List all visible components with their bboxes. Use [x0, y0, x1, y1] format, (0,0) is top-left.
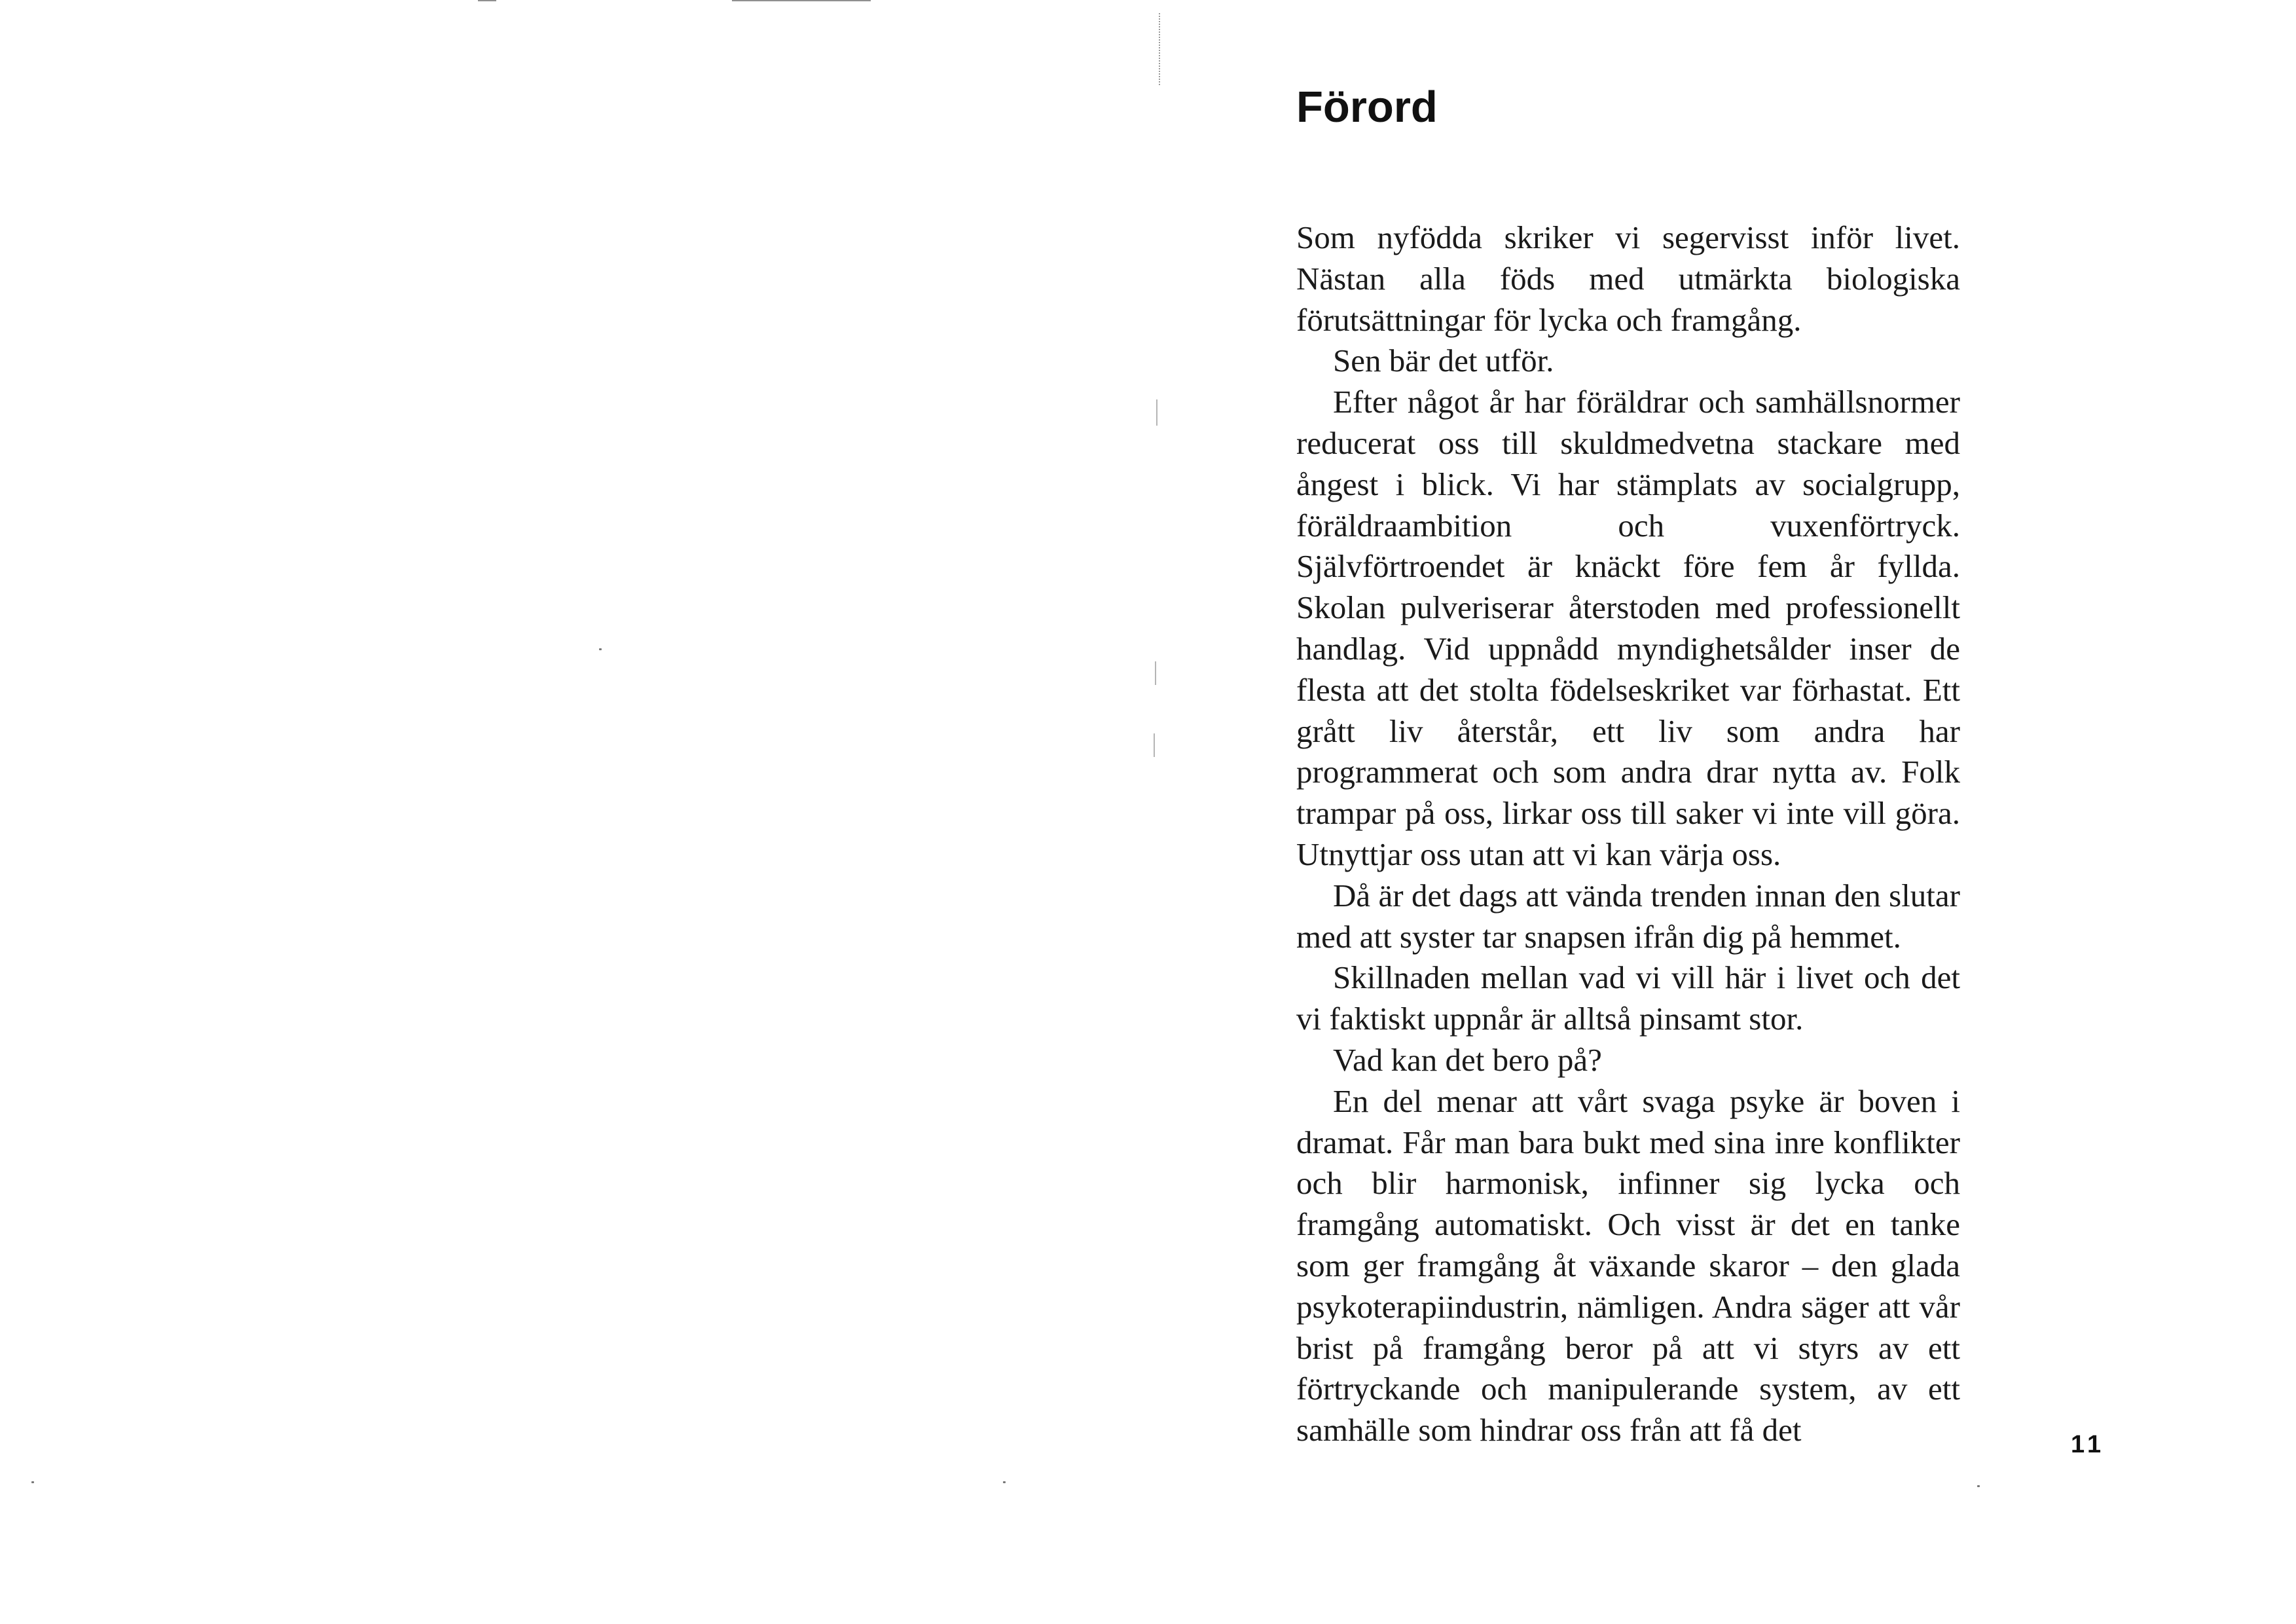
paragraph: Som nyfödda skriker vi segervisst inför livet. Nästan alla föds med utmärkta biologiska förutsättningar för lycka och framgång. [1296, 219, 1960, 338]
paragraph: Vad kan det bero på? [1333, 1041, 1602, 1078]
scan-speck [1003, 1481, 1006, 1483]
scan-artifact-line [478, 0, 496, 1]
gutter-mark [1154, 733, 1155, 757]
body-text [1296, 217, 1960, 1451]
chapter-title: Förord [1296, 83, 1438, 132]
scan-artifact-line [732, 0, 871, 1]
paragraph: Sen bär det utför. [1333, 342, 1554, 379]
paragraph: Efter något år har föräldrar och samhällsnormer reducerat oss till skuldmedvetna stackare med ångest i blick. Vi har stämplats av socialgrupp, föräldraambition och vuxenförtryck. Självförtroendet är knäckt före fem år fyllda. Skolan pulveriserar återstoden med professionellt handlag. Vid uppnådd myndighetsålder inser de flesta att det stolta födelseskriket var förhastat. Ett grått liv återstår, ett liv som andra har programmerat och som andra drar nytta av. Folk trampar på oss, lirkar oss till saker vi inte vill göra. Utnyttjar oss utan att vi kan värja oss. [1296, 384, 1960, 872]
page-number: 11 [2071, 1431, 2105, 1458]
paragraph: En del menar att vårt svaga psyke är boven i dramat. Får man bara bukt med sina inre konflikter och blir harmonisk, infinner sig lycka och framgång automatiskt. Och visst är det en tanke som ger framgång åt växande skaror – den glada psykoterapiindustrin, nämligen. Andra säger att vår brist på framgång beror på att vi styrs av ett förtryckande och manipulerande system, av ett samhälle som hindrar oss från att få det [1296, 1082, 1960, 1449]
scan-speck [31, 1481, 34, 1483]
paragraph: Då är det dags att vända trenden innan den slutar med att syster tar snapsen ifrån dig på hemmet. [1296, 877, 1960, 955]
right-page [1159, 0, 2296, 1624]
gutter-mark [1156, 399, 1157, 426]
gutter-mark [1155, 661, 1156, 685]
scan-speck [1977, 1485, 1980, 1487]
paragraph: Skillnaden mellan vad vi vill här i livet och det vi faktiskt uppnår är alltså pinsamt stor. [1296, 959, 1960, 1037]
scan-speck [599, 648, 602, 650]
